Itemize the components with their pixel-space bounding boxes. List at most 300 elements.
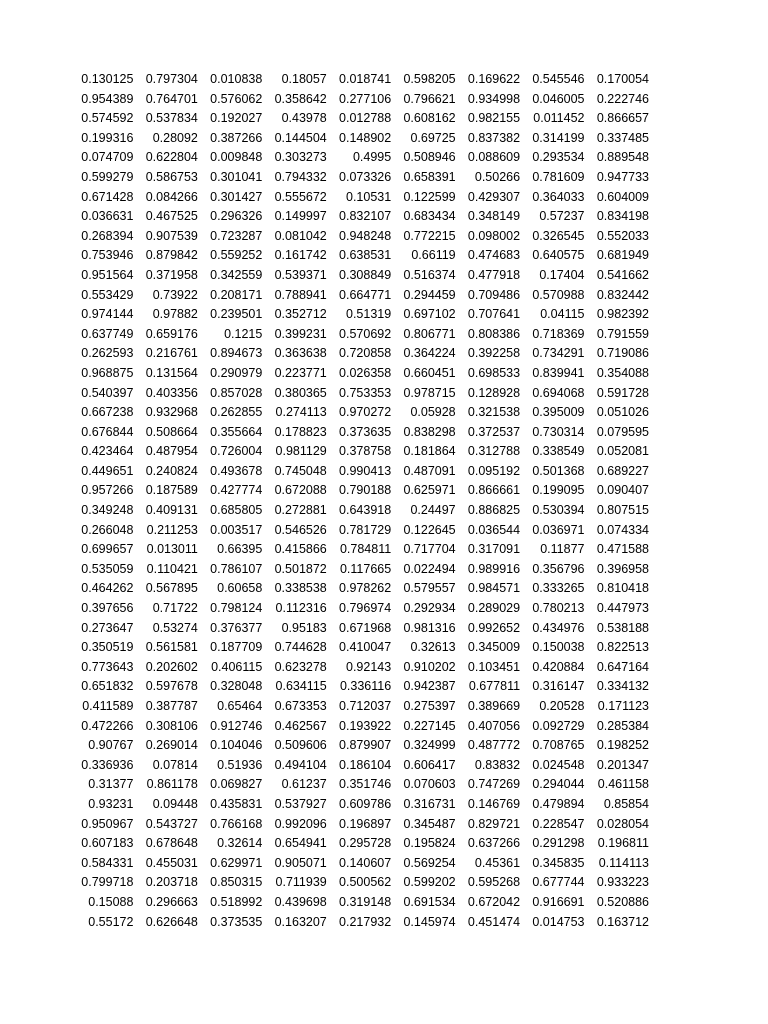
table-cell: 0.036631 xyxy=(81,209,134,224)
table-cell: 0.338549 xyxy=(532,444,585,459)
table-row xyxy=(70,109,650,129)
table-row xyxy=(70,286,650,306)
table-cell: 0.269014 xyxy=(145,738,198,753)
table-cell: 0.1215 xyxy=(224,326,263,341)
data-table-body xyxy=(70,70,650,932)
table-cell: 0.355664 xyxy=(210,424,263,439)
table-cell: 0.303273 xyxy=(274,150,327,165)
table-cell: 0.354088 xyxy=(596,365,649,380)
table-cell: 0.984571 xyxy=(467,581,521,596)
table-cell: 0.982155 xyxy=(467,111,521,126)
table-cell: 0.681949 xyxy=(596,248,649,263)
table-cell: 0.328048 xyxy=(210,679,263,694)
table-cell: 0.597678 xyxy=(145,679,198,694)
table-cell: 0.561581 xyxy=(145,640,198,655)
table-cell: 0.807515 xyxy=(596,503,649,518)
table-row xyxy=(70,70,650,90)
table-cell: 0.93231 xyxy=(88,796,134,811)
table-cell: 0.285384 xyxy=(596,718,649,733)
table-cell: 0.866657 xyxy=(596,111,649,126)
table-cell: 0.024548 xyxy=(532,757,585,772)
table-cell: 0.289029 xyxy=(467,601,521,616)
table-cell: 0.170054 xyxy=(596,72,649,86)
table-cell: 0.677811 xyxy=(468,679,521,694)
table-cell: 0.407056 xyxy=(467,718,521,733)
table-cell: 0.09448 xyxy=(152,796,198,811)
table-row xyxy=(70,540,650,560)
table-cell: 0.660451 xyxy=(403,365,456,380)
table-cell: 0.345835 xyxy=(532,855,585,870)
table-cell: 0.349248 xyxy=(81,503,134,518)
table-cell: 0.461158 xyxy=(597,777,649,792)
table-cell: 0.477918 xyxy=(467,267,521,282)
table-cell: 0.667238 xyxy=(81,405,134,420)
table-cell: 0.634115 xyxy=(275,679,327,694)
table-cell: 0.61237 xyxy=(281,777,327,792)
table-cell: 0.981129 xyxy=(275,444,327,459)
table-row xyxy=(70,481,650,501)
table-cell: 0.198252 xyxy=(596,738,649,753)
table-cell: 0.186104 xyxy=(339,757,392,772)
table-cell: 0.978262 xyxy=(339,581,392,596)
table-cell: 0.471588 xyxy=(596,542,649,557)
table-cell: 0.559252 xyxy=(210,248,263,263)
table-cell: 0.910202 xyxy=(403,659,456,674)
table-cell: 0.011452 xyxy=(533,111,585,126)
table-cell: 0.591728 xyxy=(596,385,649,400)
table-cell: 0.676844 xyxy=(81,424,134,439)
table-cell: 0.227145 xyxy=(403,718,456,733)
table-row xyxy=(70,423,650,443)
table-cell: 0.957266 xyxy=(81,483,134,498)
table-cell: 0.342559 xyxy=(210,267,263,282)
table-cell: 0.570692 xyxy=(339,326,392,341)
table-cell: 0.933223 xyxy=(596,875,649,890)
table-cell: 0.555672 xyxy=(274,189,327,204)
table-cell: 0.208171 xyxy=(210,287,263,302)
table-cell: 0.117665 xyxy=(339,561,392,576)
table-cell: 0.122645 xyxy=(403,522,456,537)
table-row xyxy=(70,756,650,776)
table-row xyxy=(70,638,650,658)
table-cell: 0.609786 xyxy=(339,796,392,811)
table-cell: 0.707641 xyxy=(467,307,521,322)
table-cell: 0.317091 xyxy=(467,542,521,557)
table-cell: 0.073326 xyxy=(339,169,392,184)
table-row xyxy=(70,462,650,482)
table-row xyxy=(70,560,650,580)
table-cell: 0.894673 xyxy=(210,346,263,361)
table-cell: 0.467525 xyxy=(145,209,198,224)
table-cell: 0.051026 xyxy=(596,405,649,420)
table-cell: 0.772215 xyxy=(403,228,456,243)
table-cell: 0.579557 xyxy=(403,581,456,596)
table-cell: 0.222746 xyxy=(596,91,649,106)
table-cell: 0.942387 xyxy=(403,679,456,694)
table-cell: 0.149997 xyxy=(274,209,327,224)
table-cell: 0.90767 xyxy=(88,738,134,753)
table-cell: 0.449651 xyxy=(81,463,134,478)
table-row xyxy=(70,246,650,266)
table-cell: 0.036971 xyxy=(532,522,585,537)
table-cell: 0.415866 xyxy=(274,542,327,557)
table-cell: 0.05928 xyxy=(410,405,456,420)
table-cell: 0.181864 xyxy=(403,444,456,459)
table-cell: 0.395009 xyxy=(532,405,585,420)
table-cell: 0.606417 xyxy=(403,757,456,772)
table-cell: 0.009848 xyxy=(210,150,263,165)
table-row xyxy=(70,442,650,462)
table-cell: 0.545546 xyxy=(532,72,585,86)
table-row xyxy=(70,717,650,737)
table-cell: 0.773643 xyxy=(81,659,134,674)
table-cell: 0.734291 xyxy=(532,346,585,361)
table-cell: 0.028054 xyxy=(596,816,649,831)
table-cell: 0.451474 xyxy=(467,914,521,929)
table-cell: 0.274113 xyxy=(275,405,327,420)
table-cell: 0.434976 xyxy=(532,620,585,635)
table-cell: 0.316147 xyxy=(532,679,585,694)
table-cell: 0.83832 xyxy=(474,757,521,772)
table-cell: 0.553429 xyxy=(81,287,134,302)
table-cell: 0.697102 xyxy=(403,307,456,322)
table-cell: 0.626648 xyxy=(145,914,198,929)
table-cell: 0.472266 xyxy=(81,718,134,733)
table-cell: 0.720858 xyxy=(339,346,392,361)
table-cell: 0.607183 xyxy=(81,836,134,851)
table-cell: 0.604009 xyxy=(596,189,649,204)
table-row xyxy=(70,913,650,933)
table-cell: 0.17404 xyxy=(539,267,585,282)
table-row xyxy=(70,579,650,599)
table-cell: 0.098002 xyxy=(467,228,521,243)
table-cell: 0.981316 xyxy=(403,620,456,635)
table-cell: 0.387266 xyxy=(210,130,263,145)
table-cell: 0.537834 xyxy=(145,111,198,126)
table-cell: 0.796621 xyxy=(403,91,456,106)
table-cell: 0.518992 xyxy=(210,894,263,909)
table-cell: 0.974144 xyxy=(81,307,134,322)
table-cell: 0.15088 xyxy=(88,894,134,909)
table-cell: 0.266048 xyxy=(81,522,134,537)
table-cell: 0.886825 xyxy=(467,503,521,518)
table-cell: 0.951564 xyxy=(81,267,134,282)
table-cell: 0.501872 xyxy=(274,561,327,576)
table-cell: 0.114113 xyxy=(598,855,649,870)
table-cell: 0.20528 xyxy=(539,699,585,713)
table-cell: 0.013011 xyxy=(146,542,198,557)
table-cell: 0.978715 xyxy=(403,385,456,400)
table-cell: 0.989916 xyxy=(467,561,521,576)
table-cell: 0.992096 xyxy=(274,816,327,831)
table-cell: 0.314199 xyxy=(532,130,585,145)
table-cell: 0.990413 xyxy=(339,463,392,478)
table-cell: 0.570988 xyxy=(532,287,585,302)
table-cell: 0.948248 xyxy=(339,228,392,243)
table-cell: 0.187589 xyxy=(145,483,198,498)
table-cell: 0.647164 xyxy=(596,659,649,674)
table-cell: 0.57237 xyxy=(539,209,585,224)
table-row xyxy=(70,795,650,815)
table-cell: 0.85854 xyxy=(603,796,649,811)
table-cell: 0.144504 xyxy=(274,130,327,145)
table-cell: 0.216761 xyxy=(145,346,198,361)
table-cell: 0.435831 xyxy=(210,796,263,811)
table-cell: 0.60658 xyxy=(217,581,263,596)
table-cell: 0.808386 xyxy=(467,326,521,341)
table-cell: 0.104046 xyxy=(210,738,263,753)
table-cell: 0.683434 xyxy=(403,209,456,224)
table-cell: 0.161742 xyxy=(274,248,327,263)
table-cell: 0.493678 xyxy=(210,463,263,478)
table-cell: 0.410047 xyxy=(339,640,392,655)
table-cell: 0.640575 xyxy=(532,248,585,263)
table-cell: 0.122599 xyxy=(403,189,456,204)
table-cell: 0.672042 xyxy=(467,894,521,909)
table-cell: 0.822513 xyxy=(596,640,649,655)
table-cell: 0.832442 xyxy=(596,287,649,302)
table-cell: 0.169622 xyxy=(467,72,521,86)
table-cell: 0.211253 xyxy=(146,522,198,537)
table-cell: 0.4995 xyxy=(352,150,392,165)
table-cell: 0.552033 xyxy=(596,228,649,243)
table-cell: 0.356796 xyxy=(532,561,585,576)
table-cell: 0.092729 xyxy=(532,718,585,733)
table-row xyxy=(70,736,650,756)
table-cell: 0.691534 xyxy=(403,894,456,909)
table-row xyxy=(70,325,650,345)
table-cell: 0.294459 xyxy=(403,287,456,302)
table-cell: 0.316731 xyxy=(403,796,456,811)
table-cell: 0.637266 xyxy=(467,836,521,851)
table-cell: 0.301427 xyxy=(210,189,263,204)
table-cell: 0.479894 xyxy=(532,796,585,811)
table-cell: 0.081042 xyxy=(274,228,327,243)
table-cell: 0.97882 xyxy=(152,307,198,322)
table-cell: 0.146769 xyxy=(467,796,521,811)
table-cell: 0.022494 xyxy=(403,561,456,576)
table-cell: 0.685805 xyxy=(210,503,263,518)
table-cell: 0.295728 xyxy=(339,836,392,851)
table-cell: 0.334132 xyxy=(596,679,649,694)
table-cell: 0.373635 xyxy=(339,424,392,439)
table-cell: 0.66395 xyxy=(217,542,263,557)
table-cell: 0.747269 xyxy=(467,777,521,792)
table-cell: 0.970272 xyxy=(339,405,392,420)
table-cell: 0.403356 xyxy=(145,385,198,400)
table-cell: 0.396958 xyxy=(596,561,649,576)
table-cell: 0.65464 xyxy=(217,699,263,713)
table-cell: 0.273647 xyxy=(81,620,134,635)
table-cell: 0.879907 xyxy=(339,738,392,753)
table-cell: 0.04115 xyxy=(540,307,585,322)
table-cell: 0.509606 xyxy=(274,738,327,753)
table-cell: 0.321538 xyxy=(467,405,521,420)
table-cell: 0.148902 xyxy=(339,130,392,145)
table-cell: 0.799718 xyxy=(81,875,134,890)
table-cell: 0.599202 xyxy=(403,875,456,890)
table-cell: 0.73922 xyxy=(152,287,198,302)
table-cell: 0.829721 xyxy=(467,816,521,831)
table-row xyxy=(70,815,650,835)
table-cell: 0.196897 xyxy=(339,816,392,831)
table-cell: 0.790188 xyxy=(339,483,392,498)
table-row xyxy=(70,893,650,913)
table-cell: 0.296326 xyxy=(210,209,263,224)
table-cell: 0.537927 xyxy=(274,796,327,811)
table-cell: 0.268394 xyxy=(81,228,134,243)
table-cell: 0.879842 xyxy=(145,248,198,263)
table-cell: 0.358642 xyxy=(274,91,327,106)
table-cell: 0.651832 xyxy=(81,679,134,694)
table-row xyxy=(70,521,650,541)
table-cell: 0.677744 xyxy=(532,875,585,890)
table-cell: 0.745048 xyxy=(274,463,327,478)
table-cell: 0.070603 xyxy=(403,777,456,792)
table-cell: 0.294044 xyxy=(532,777,585,792)
table-cell: 0.574592 xyxy=(81,111,134,126)
table-cell: 0.950967 xyxy=(81,816,134,831)
table-cell: 0.192027 xyxy=(210,111,263,126)
table-cell: 0.51319 xyxy=(346,307,392,322)
table-row xyxy=(70,775,650,795)
table-cell: 0.337485 xyxy=(596,130,649,145)
table-cell: 0.51936 xyxy=(217,757,263,772)
table-cell: 0.608162 xyxy=(403,111,456,126)
table-cell: 0.66119 xyxy=(411,248,456,263)
table-cell: 0.272881 xyxy=(274,503,327,518)
table-cell: 0.376377 xyxy=(210,620,263,635)
table-cell: 0.202602 xyxy=(145,659,198,674)
table-cell: 0.423464 xyxy=(81,444,134,459)
table-row xyxy=(70,619,650,639)
table-cell: 0.954389 xyxy=(81,91,134,106)
table-cell: 0.336936 xyxy=(81,757,134,772)
table-cell: 0.090407 xyxy=(596,483,649,498)
table-cell: 0.487954 xyxy=(145,444,198,459)
table-cell: 0.516374 xyxy=(403,267,456,282)
table-cell: 0.672088 xyxy=(274,483,327,498)
table-cell: 0.380365 xyxy=(274,385,327,400)
table-cell: 0.546526 xyxy=(274,522,327,537)
table-cell: 0.373535 xyxy=(210,914,263,929)
table-cell: 0.012788 xyxy=(339,111,392,126)
table-row xyxy=(70,168,650,188)
table-cell: 0.53274 xyxy=(152,620,198,635)
table-cell: 0.694068 xyxy=(532,385,585,400)
table-cell: 0.671428 xyxy=(81,189,134,204)
table-row xyxy=(70,305,650,325)
table-cell: 0.798124 xyxy=(210,601,263,616)
table-cell: 0.723287 xyxy=(210,228,263,243)
table-cell: 0.744628 xyxy=(274,640,327,655)
table-cell: 0.664771 xyxy=(339,287,392,302)
table-cell: 0.567895 xyxy=(145,581,198,596)
table-cell: 0.293534 xyxy=(532,150,585,165)
table-cell: 0.052081 xyxy=(596,444,649,459)
table-cell: 0.623278 xyxy=(274,659,327,674)
table-row xyxy=(70,384,650,404)
table-cell: 0.45361 xyxy=(474,855,521,870)
table-cell: 0.455031 xyxy=(145,855,198,870)
table-cell: 0.140607 xyxy=(339,855,392,870)
table-cell: 0.069827 xyxy=(210,777,263,792)
table-row xyxy=(70,227,650,247)
table-cell: 0.171123 xyxy=(597,699,649,713)
table-cell: 0.788941 xyxy=(274,287,327,302)
table-cell: 0.786107 xyxy=(210,561,263,576)
table-cell: 0.18057 xyxy=(281,72,327,86)
table-cell: 0.308106 xyxy=(145,718,198,733)
table-cell: 0.239501 xyxy=(210,307,263,322)
table-cell: 0.861178 xyxy=(146,777,198,792)
table-cell: 0.014753 xyxy=(532,914,585,929)
table-cell: 0.673353 xyxy=(274,699,327,713)
table-cell: 0.427774 xyxy=(210,483,263,498)
table-cell: 0.625971 xyxy=(403,483,456,498)
table-cell: 0.319148 xyxy=(339,894,392,909)
table-cell: 0.834198 xyxy=(596,209,649,224)
table-row xyxy=(70,403,650,423)
table-cell: 0.992652 xyxy=(467,620,521,635)
table-cell: 0.088609 xyxy=(467,150,521,165)
table-cell: 0.036544 xyxy=(467,522,521,537)
table-cell: 0.290979 xyxy=(210,365,263,380)
table-cell: 0.163712 xyxy=(596,914,649,929)
table-cell: 0.312788 xyxy=(467,444,521,459)
table-cell: 0.130125 xyxy=(81,72,134,86)
table-cell: 0.262593 xyxy=(81,346,134,361)
table-cell: 0.145974 xyxy=(403,914,456,929)
table-cell: 0.199095 xyxy=(532,483,585,498)
table-cell: 0.678648 xyxy=(145,836,198,851)
table-cell: 0.934998 xyxy=(467,91,521,106)
table-cell: 0.540397 xyxy=(81,385,134,400)
table-cell: 0.292934 xyxy=(403,601,456,616)
data-table xyxy=(70,70,650,932)
table-cell: 0.429307 xyxy=(467,189,521,204)
table-cell: 0.866661 xyxy=(467,483,521,498)
table-row xyxy=(70,207,650,227)
table-cell: 0.508946 xyxy=(403,150,456,165)
table-cell: 0.494104 xyxy=(274,757,327,772)
table-cell: 0.112316 xyxy=(275,601,327,616)
table-cell: 0.658391 xyxy=(403,169,456,184)
table-cell: 0.530394 xyxy=(532,503,585,518)
table-cell: 0.31377 xyxy=(88,777,134,792)
table-cell: 0.364224 xyxy=(403,346,456,361)
table-cell: 0.32614 xyxy=(217,836,263,851)
table-cell: 0.371958 xyxy=(145,267,198,282)
table-cell: 0.462567 xyxy=(274,718,327,733)
table-cell: 0.296663 xyxy=(145,894,198,909)
table-cell: 0.916691 xyxy=(532,894,585,909)
table-cell: 0.699657 xyxy=(81,542,134,557)
table-cell: 0.654941 xyxy=(274,836,327,851)
table-cell: 0.199316 xyxy=(81,130,134,145)
table-cell: 0.753353 xyxy=(339,385,392,400)
table-cell: 0.712037 xyxy=(339,699,392,713)
table-cell: 0.850315 xyxy=(210,875,263,890)
table-cell: 0.781729 xyxy=(339,522,392,537)
table-cell: 0.907539 xyxy=(145,228,198,243)
table-cell: 0.308849 xyxy=(339,267,392,282)
table-row xyxy=(70,364,650,384)
table-row xyxy=(70,873,650,893)
table-row xyxy=(70,90,650,110)
table-cell: 0.718369 xyxy=(532,326,585,341)
table-cell: 0.622804 xyxy=(145,150,198,165)
